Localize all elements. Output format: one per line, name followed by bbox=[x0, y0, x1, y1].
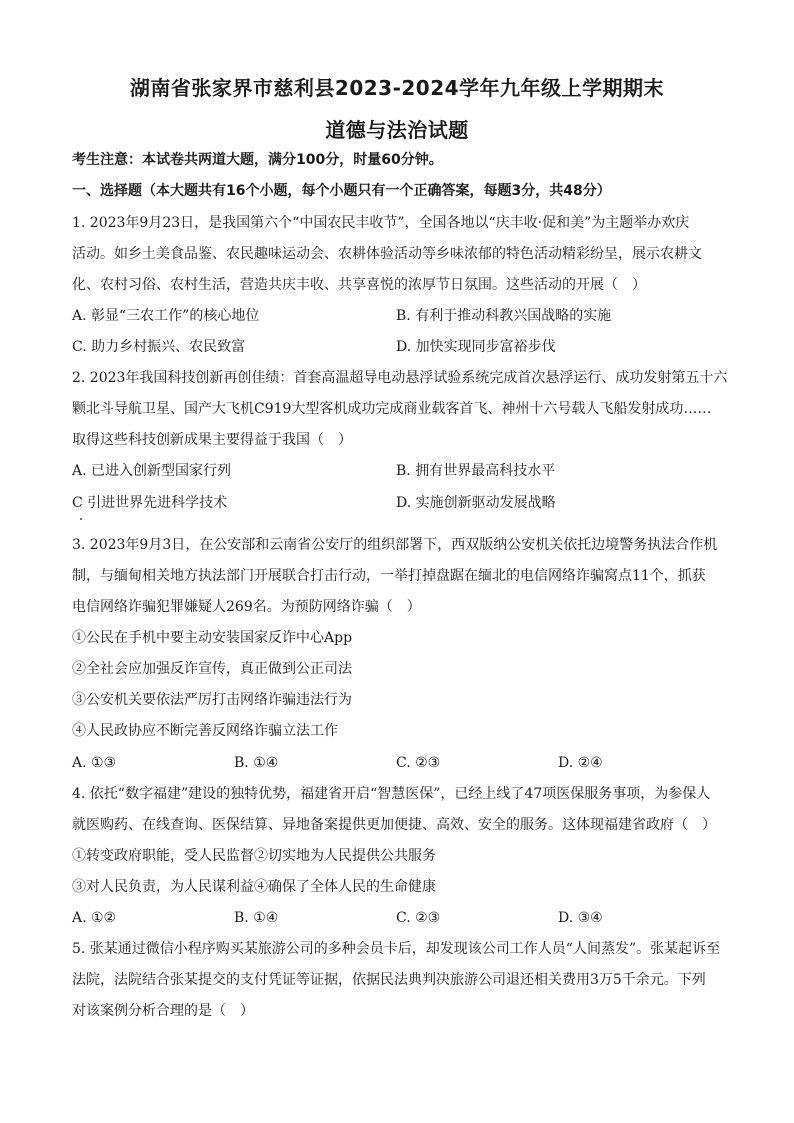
q2-option-a: A. 已进入创新型国家行列 bbox=[72, 463, 232, 479]
q1-option-b: B. 有利于推动科教兴国战略的实施 bbox=[396, 308, 612, 324]
q3-item: ①公民在手机中要主动安装国家反诈中心App bbox=[72, 630, 353, 646]
q3-option-d: D. ②④ bbox=[558, 755, 603, 771]
q4-line: 4. 依托“数字福建”建设的独特优势，福建省开启“智慧医保”，已经上线了47项医保服务事项，为参保人 bbox=[72, 786, 711, 802]
q3-item: ②全社会应加强反诈宣传，真正做到公正司法 bbox=[72, 661, 352, 677]
q1-option-a: A. 彰显“三农工作”的核心地位 bbox=[72, 308, 260, 324]
q4-option-c: C. ②③ bbox=[396, 910, 441, 926]
exam-title: 湖南省张家界市慈利县2023-2024学年九年级上学期期末 bbox=[129, 76, 665, 100]
q4-option-d: D. ③④ bbox=[558, 910, 603, 926]
q3-line: 3. 2023年9月3日，在公安部和云南省公安厅的组织部署下，西双版纳公安机关依托边境警务执法合作机 bbox=[72, 537, 718, 553]
q5-line: 法院，法院结合张某提交的支付凭证等证据，依据民法典判决旅游公司退还相关费用3万5千余元。下列 bbox=[72, 972, 706, 988]
q3-line: 制，与缅甸相关地方执法部门开展联合打击行动，一举打掉盘踞在缅北的电信网络诈骗窝点11个，抓获 bbox=[72, 568, 706, 584]
q3-option-c: C. ②③ bbox=[396, 755, 441, 771]
q1-line: 活动。如乡土美食品鉴、农民趣味运动会、农耕体验活动等乡味浓郁的特色活动精彩纷呈，展示农耕文 bbox=[72, 246, 702, 262]
q3-item: ③公安机关要依法严厉打击网络诈骗违法行为 bbox=[72, 692, 352, 708]
q1-option-d: D. 加快实现同步富裕步伐 bbox=[396, 339, 556, 355]
q3-item: ④人民政协应不断完善反网络诈骗立法工作 bbox=[72, 723, 338, 739]
q4-item: ①转变政府职能，受人民监督②切实地为人民提供公共服务 bbox=[72, 848, 436, 864]
q2-option-d: D. 实施创新驱动发展战略 bbox=[396, 495, 556, 511]
q3-line: 电信网络诈骗犯罪嫌疑人269名。为预防网络诈骗（ ） bbox=[72, 599, 421, 615]
q3-option-b: B. ①④ bbox=[234, 755, 279, 771]
q1-line: 化、农村习俗、农村生活，营造共庆丰收、共享喜悦的浓厚节日氛围。这些活动的开展（ ） bbox=[72, 277, 646, 293]
q4-option-b: B. ①④ bbox=[234, 910, 279, 926]
q4-item: ③对人民负责，为人民谋利益④确保了全体人民的生命健康 bbox=[72, 879, 436, 895]
q1-line: 1. 2023年9月23日，是我国第六个“中国农民丰收节”，全国各地以“庆丰收·促和美”为主题举办欢庆 bbox=[72, 215, 690, 231]
q1-option-c: C. 助力乡村振兴、农民致富 bbox=[72, 339, 246, 355]
section-heading: 一、选择题（本大题共有16个小题，每个小题只有一个正确答案，每题3分，共48分） bbox=[72, 183, 611, 199]
q2-option-c: C 引进世界先进科学技术 bbox=[72, 495, 228, 511]
q2-line: 2. 2023年我国科技创新再创佳绩：首套高温超导电动悬浮试验系统完成首次悬浮运行、成功发射第五十六 bbox=[72, 370, 728, 386]
q5-line: 5. 张某通过微信小程序购买某旅游公司的多种会员卡后，却发现该公司工作人员“人间蒸发”。张某起诉至 bbox=[72, 941, 721, 957]
q2-line: 取得这些科技创新成果主要得益于我国（ ） bbox=[72, 432, 352, 448]
exam-notice: 考生注意：本试卷共两道大题，满分100分，时量60分钟。 bbox=[72, 152, 443, 168]
q4-line: 就医购药、在线查询、医保结算、异地备案提供更加便捷、高效、安全的服务。这体现福建省政府（ ） bbox=[72, 817, 716, 833]
q4-option-a: A. ①② bbox=[72, 910, 117, 926]
q2-line: 颗北斗导航卫星、国产大飞机C919大型客机成功完成商业载客首飞、神州十六号载人飞船发射成功…… bbox=[72, 401, 712, 417]
q5-line: 对该案例分析合理的是（ ） bbox=[72, 1003, 254, 1019]
q3-option-a: A. ①③ bbox=[72, 755, 117, 771]
stray-mark bbox=[80, 518, 82, 520]
q2-option-b: B. 拥有世界最高科技水平 bbox=[396, 463, 556, 479]
exam-subtitle: 道德与法治试题 bbox=[325, 118, 469, 142]
